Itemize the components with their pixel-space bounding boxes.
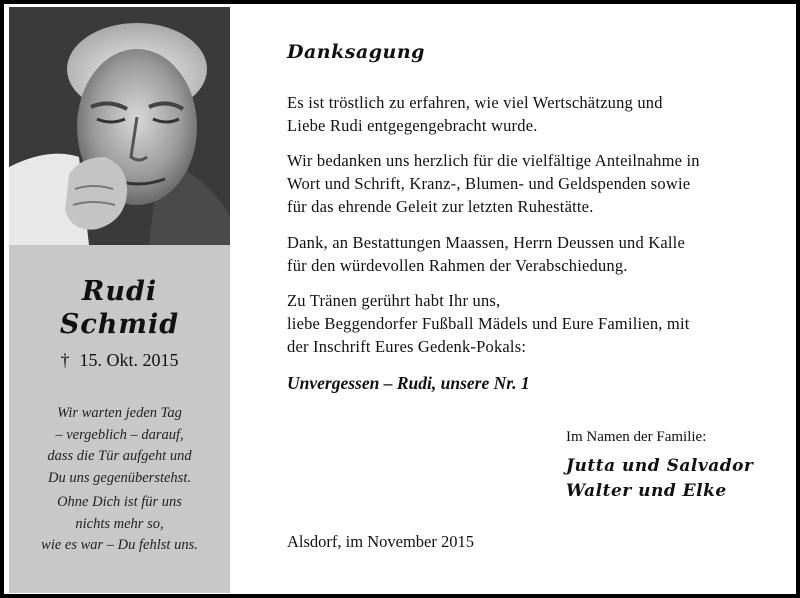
death-date: 15. Okt. 2015 (79, 350, 179, 370)
trophy-inscription: Unvergessen – Rudi, unsere Nr. 1 (287, 373, 530, 393)
page-title: Danksagung (287, 41, 425, 63)
poem-line: nichts mehr so, (75, 515, 164, 532)
text-line: Zu Tränen gerührt habt Ihr uns, (287, 291, 501, 310)
deceased-first-name: Rudi (81, 276, 158, 307)
portrait-photo-icon (9, 7, 230, 245)
text-line: für das ehrende Geleit zur letzten Ruhestätte. (287, 197, 594, 216)
text-line: liebe Beggendorfer Fußball Mädels und Eure Familien, mit (287, 314, 690, 333)
left-panel (9, 7, 230, 593)
poem-line: Ohne Dich ist für uns (57, 494, 182, 510)
death-date-line (9, 350, 230, 371)
paragraph-thanks (287, 149, 767, 218)
poem-line: Wir warten jeden Tag (57, 405, 182, 421)
text-line: der Inschrift Eures Gedenk-Pokals: (287, 337, 527, 356)
paragraph-football (287, 289, 767, 358)
portrait-photo (9, 7, 230, 245)
poem-line: Du uns gegenüberstehst. (48, 469, 191, 486)
poem-line: dass die Tür aufgeht und (47, 448, 192, 464)
family-names-line: Walter und Elke (566, 481, 727, 501)
text-line: Wort und Schrift, Kranz-, Blumen- und Geldspenden sowie (287, 174, 691, 193)
deceased-last-name: Schmid (59, 309, 180, 340)
poem-line: – vergeblich – darauf, (55, 426, 184, 443)
poem-line: wie es war – Du fehlst uns. (41, 537, 198, 553)
cross-icon: † (60, 350, 70, 370)
text-line: Es ist tröstlich zu erfahren, wie viel Wertschätzung und (287, 93, 663, 112)
text-line: Dank, an Bestattungen Maassen, Herrn Deussen und Kalle (287, 233, 685, 252)
obituary-card (4, 4, 796, 594)
text-line: für den würdevollen Rahmen der Verabschiedung. (287, 256, 628, 275)
text-line: Wir bedanken uns herzlich für die vielfältige Anteilnahme in (287, 151, 700, 170)
on-behalf-label: Im Namen der Familie: (566, 429, 707, 445)
paragraph-appreciation (287, 91, 767, 137)
paragraph-undertaker (287, 231, 767, 277)
family-names-line: Jutta und Salvador (566, 456, 754, 476)
text-line: Liebe Rudi entgegengebracht wurde. (287, 116, 538, 135)
place-date: Alsdorf, im November 2015 (287, 532, 474, 551)
